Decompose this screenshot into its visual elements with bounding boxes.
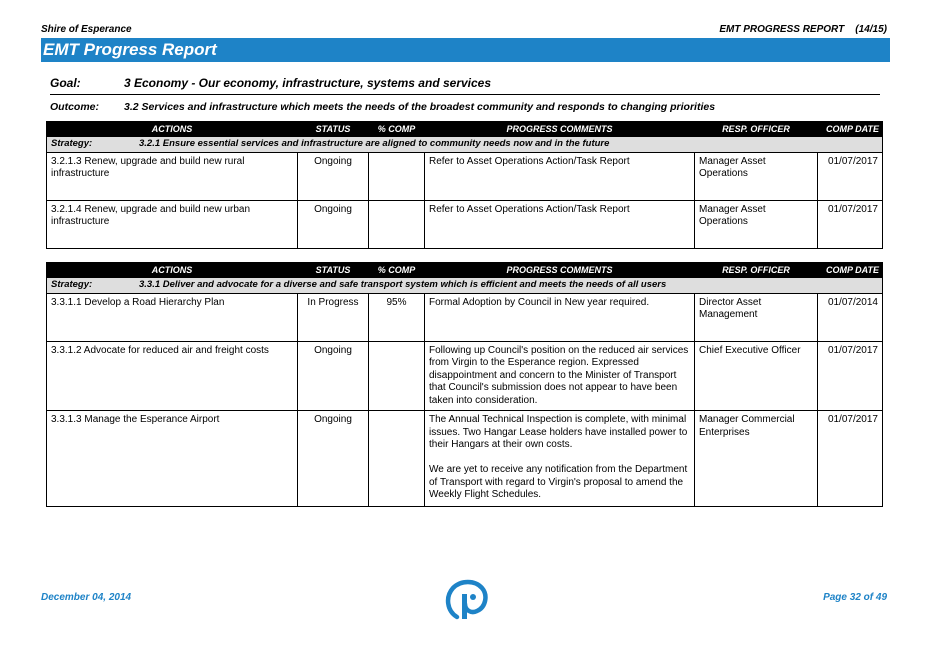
comments-paragraph-1: The Annual Technical Inspection is complete, with minimal issues. Two Hangar Lease holders have installed power to their Hangars at their own costs. <box>429 414 688 450</box>
officer-cell: Manager Asset Operations <box>695 200 818 248</box>
table-row <box>47 152 883 200</box>
officer-cell: Manager Asset Operations <box>695 152 818 200</box>
outcome-value: 3.2 Services and infrastructure which meets the needs of the broadest community and responds to changing priorities <box>124 101 716 113</box>
action-cell: 3.3.1.1 Develop a Road Hierarchy Plan <box>47 293 298 341</box>
table-header-row <box>47 263 883 278</box>
col-date: COMP DATE <box>818 122 883 137</box>
col-actions: ACTIONS <box>47 263 298 278</box>
status-cell: Ongoing <box>298 411 369 507</box>
table-header-row <box>47 122 883 137</box>
action-cell: 3.2.1.4 Renew, upgrade and build new urban infrastructure <box>47 200 298 248</box>
strategy-text: 3.2.1 Ensure essential services and infrastructure are aligned to community needs now and in the future <box>139 138 610 149</box>
table-row <box>47 341 883 411</box>
status-cell: Ongoing <box>298 200 369 248</box>
date-cell: 01/07/2017 <box>818 152 883 200</box>
comments-cell: Refer to Asset Operations Action/Task Report <box>425 200 695 248</box>
strategy-label: Strategy: <box>51 279 93 290</box>
goal-value: 3 Economy - Our economy, infrastructure, systems and services <box>124 76 492 90</box>
comp-cell <box>369 152 425 200</box>
col-comp: % COMP <box>369 122 425 137</box>
strategy-row <box>47 278 883 294</box>
comp-cell <box>369 200 425 248</box>
col-status: STATUS <box>298 263 369 278</box>
status-cell: In Progress <box>298 293 369 341</box>
page-number: Page 32 of 49 <box>823 592 887 603</box>
col-comments: PROGRESS COMMENTS <box>425 263 695 278</box>
comp-cell <box>369 411 425 507</box>
col-status: STATUS <box>298 122 369 137</box>
action-cell: 3.3.1.2 Advocate for reduced air and freight costs <box>47 341 298 411</box>
comments-cell <box>425 411 695 507</box>
page-title-banner: EMT Progress Report <box>41 38 890 62</box>
top-header <box>41 24 887 38</box>
date-cell: 01/07/2014 <box>818 293 883 341</box>
action-cell: 3.2.1.3 Renew, upgrade and build new rural infrastructure <box>47 152 298 200</box>
progress-table-2 <box>46 262 883 507</box>
goal-line <box>50 76 880 95</box>
officer-cell: Director Asset Management <box>695 293 818 341</box>
date-cell: 01/07/2017 <box>818 341 883 411</box>
col-comp: % COMP <box>369 263 425 278</box>
comments-cell: Refer to Asset Operations Action/Task Report <box>425 152 695 200</box>
col-actions: ACTIONS <box>47 122 298 137</box>
comp-cell: 95% <box>369 293 425 341</box>
organisation-name: Shire of Esperance <box>41 24 132 35</box>
goal-label: Goal: <box>50 76 81 90</box>
strategy-text: 3.3.1 Deliver and advocate for a diverse and safe transport system which is efficient and meets the needs of all users <box>139 279 667 290</box>
table-row <box>47 200 883 248</box>
comments-paragraph-2: We are yet to receive any notification from the Department of Transport with regard to Virgin's proposal to amend the Weekly Flight Schedules. <box>429 464 688 500</box>
status-cell: Ongoing <box>298 341 369 411</box>
col-officer: RESP. OFFICER <box>695 122 818 137</box>
strategy-row <box>47 137 883 153</box>
comments-cell: Formal Adoption by Council in New year required. <box>425 293 695 341</box>
footer-date: December 04, 2014 <box>41 592 132 603</box>
comments-cell: Following up Council's position on the reduced air services from Virgin to the Esperance region. Expressed disappointment and concern to the Minister of Transport that Council's submission does not appear to have been taken into consideration. <box>425 341 695 411</box>
action-cell: 3.3.1.3 Manage the Esperance Airport <box>47 411 298 507</box>
col-comments: PROGRESS COMMENTS <box>425 122 695 137</box>
date-cell: 01/07/2017 <box>818 411 883 507</box>
col-date: COMP DATE <box>818 263 883 278</box>
report-reference: EMT PROGRESS REPORT (14/15) <box>719 24 887 35</box>
officer-cell: Manager Commercial Enterprises <box>695 411 818 507</box>
comp-cell <box>369 341 425 411</box>
shire-logo-icon <box>443 577 489 621</box>
table-row <box>47 411 883 507</box>
officer-cell: Chief Executive Officer <box>695 341 818 411</box>
outcome-label: Outcome: <box>50 101 100 113</box>
status-cell: Ongoing <box>298 152 369 200</box>
col-officer: RESP. OFFICER <box>695 263 818 278</box>
progress-table-1 <box>46 121 883 249</box>
strategy-label: Strategy: <box>51 138 93 149</box>
date-cell: 01/07/2017 <box>818 200 883 248</box>
table-row <box>47 293 883 341</box>
outcome-line <box>50 101 880 117</box>
